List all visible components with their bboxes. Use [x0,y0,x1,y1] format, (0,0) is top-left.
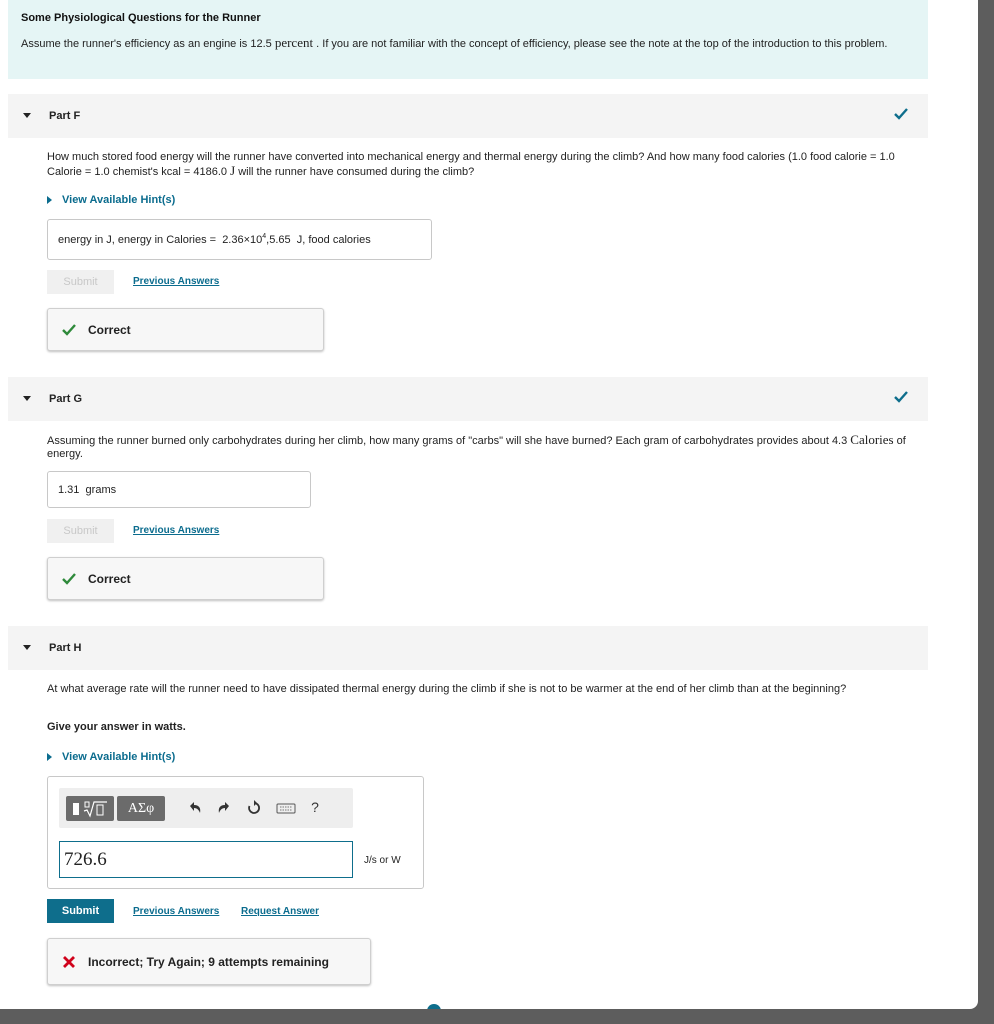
answer-rest: ,5.65 [266,234,291,246]
answer-input[interactable]: 726.6 [59,841,353,878]
intro-text-part: Assume the runner's efficiency as an engine is 12.5 [21,38,275,50]
caret-right-icon [47,196,52,204]
answer-mantissa: 2.36×10 [222,234,263,246]
editor-toolbar [59,788,353,828]
part-f-submit-button[interactable]: Submit [47,270,114,294]
caret-down-icon [23,645,31,650]
answer-exponent: 4 [262,233,267,240]
part-h-feedback [47,938,371,985]
intro-text [21,36,915,51]
part-g-header[interactable] [8,377,928,421]
caret-down-icon [23,396,31,401]
part-h-title: Part H [49,642,82,654]
part-f-question [47,151,917,179]
answer-value [222,233,290,246]
caret-down-icon [23,113,31,118]
part-h-previous-answers-link[interactable]: Previous Answers [133,906,220,917]
part-g-title: Part G [49,393,83,405]
part-f-hint-link[interactable] [47,194,175,206]
feedback-text: Incorrect; Try Again; 9 attempts remaining [88,954,329,969]
answer-value: 1.31 [58,483,80,496]
answer-units: J/s or W [364,855,401,866]
part-h-instruction: Give your answer in watts. [47,721,186,733]
intro-text-part-2: . If you are not familiar with the concept of efficiency, please see the note at the top of the introduction to this problem. [313,38,888,50]
template-block-icon [73,803,79,815]
answer-units: J, food calories [296,233,371,246]
question-text-2: of energy. [47,435,906,460]
help-button[interactable]: ? [311,799,319,815]
templates-button[interactable] [66,796,114,821]
question-text: Assuming the runner burned only carbohydrates during her climb, how many grams of "carbs" will she have burned? Each gram of carbohydrates provides about 4.3 [47,435,851,447]
part-h-header[interactable] [8,626,928,670]
checkmark-icon [894,389,908,405]
feedback-text: Correct [88,322,131,337]
part-h-submit-button[interactable]: Submit [47,899,114,923]
part-g-feedback [47,557,324,600]
caret-right-icon [47,753,52,761]
intro-title: Some Physiological Questions for the Runner [21,12,261,24]
greek-symbols-button[interactable]: ΑΣφ [117,796,165,821]
question-text-2: will the runner have consumed during the climb? [235,166,475,178]
answer-units: grams [85,483,117,496]
part-f-title: Part F [49,110,81,122]
part-f-feedback [47,308,324,351]
part-h-question: At what average rate will the runner need to have dissipated thermal energy during the climb if she is not to be warmer at the end of her climb than at the beginning? [47,683,847,695]
undo-icon[interactable] [187,800,203,816]
reset-icon[interactable] [246,800,262,816]
part-g-submit-button[interactable]: Submit [47,519,114,543]
intro-unit: percent [274,35,314,50]
scroll-indicator [427,1004,441,1009]
part-f-header[interactable] [8,94,928,138]
hint-label: View Available Hint(s) [62,194,176,206]
part-f-answer-box [47,219,432,260]
part-g-answer-box [47,471,311,508]
redo-icon[interactable] [216,800,232,816]
feedback-text: Correct [88,571,131,586]
checkmark-icon [894,106,908,122]
x-icon [62,955,76,969]
part-g-question [47,433,917,461]
radical-icon [82,800,108,818]
part-f-previous-answers-link[interactable]: Previous Answers [133,276,220,287]
question-text: How much stored food energy will the runner have converted into mechanical energy and thermal energy during the climb? And how many food calories (1.0 food calorie = 1.0 Calorie = 1.0 chemist's kcal = 4186.0 [47,151,895,178]
part-h-hint-link[interactable] [47,751,175,763]
math-editor [47,776,424,889]
question-unit: J [230,163,236,178]
keyboard-icon[interactable] [276,800,296,816]
checkmark-icon [62,572,76,586]
question-unit: Calories [850,432,894,447]
intro-box [8,0,928,79]
request-answer-link[interactable]: Request Answer [241,906,319,917]
hint-label: View Available Hint(s) [62,751,176,763]
answer-label: energy in J, energy in Calories = [58,233,217,246]
part-g-previous-answers-link[interactable]: Previous Answers [133,525,220,536]
checkmark-icon [62,323,76,337]
